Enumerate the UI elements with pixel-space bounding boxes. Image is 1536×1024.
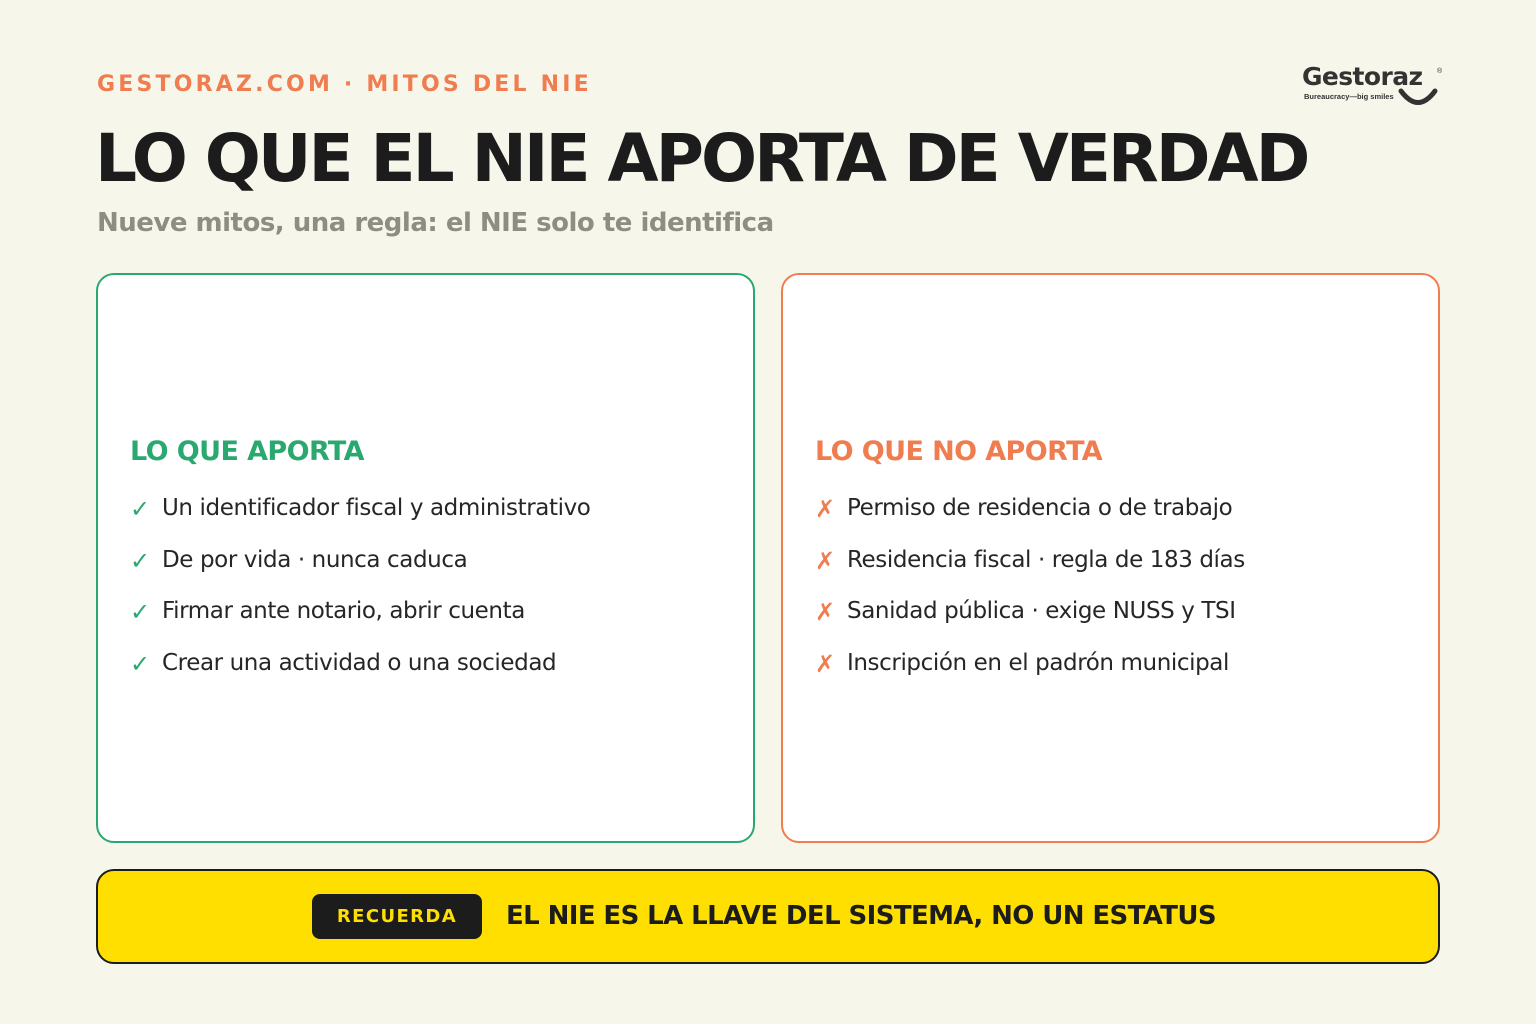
list-item-text: Firmar ante notario, abrir cuenta: [162, 598, 525, 624]
aporta-card: [96, 273, 755, 843]
cross-icon: ✗: [815, 649, 835, 678]
logo-tagline: Bureaucracy—big smiles: [1304, 92, 1394, 101]
reminder-banner: [96, 869, 1440, 964]
aporta-heading: LO QUE APORTA: [130, 436, 364, 467]
aporta-list: [130, 495, 590, 701]
list-item-text: De por vida · nunca caduca: [162, 546, 468, 573]
list-item-text: Crear una actividad o una sociedad: [162, 649, 557, 676]
list-item-text: Inscripción en el padrón municipal: [847, 649, 1229, 676]
list-item: [815, 547, 1245, 599]
logo-wordmark: Gestoraz: [1302, 62, 1423, 91]
list-item-text: Sanidad pública · exige NUSS y TSI: [847, 598, 1236, 624]
list-item: [130, 598, 590, 650]
check-icon: ✓: [130, 495, 150, 523]
list-item-text: Permiso de residencia o de trabajo: [847, 495, 1233, 521]
brand-logo[interactable]: [1302, 62, 1442, 108]
list-item: [130, 650, 590, 702]
list-item-text: Residencia fiscal · regla de 183 días: [847, 546, 1245, 573]
list-item: [815, 650, 1245, 702]
list-item: [130, 547, 590, 599]
cross-icon: ✗: [815, 598, 835, 626]
no-aporta-heading: LO QUE NO APORTA: [815, 436, 1103, 467]
check-icon: ✓: [130, 546, 150, 575]
logo-registered-mark: ®: [1437, 68, 1443, 75]
cross-icon: ✗: [815, 546, 835, 575]
list-item: [815, 598, 1245, 650]
check-icon: ✓: [130, 649, 150, 678]
list-item: [815, 495, 1245, 547]
eyebrow-label: GESTORAZ.COM · MITOS DEL NIE: [97, 72, 592, 97]
list-item-text: Un identificador fiscal y administrativo: [162, 495, 591, 521]
reminder-badge: RECUERDA: [312, 894, 482, 939]
page-subtitle: Nueve mitos, una regla: el NIE solo te identifica: [97, 208, 774, 238]
no-aporta-card: [781, 273, 1440, 843]
check-icon: ✓: [130, 598, 150, 626]
smile-icon: [1398, 88, 1438, 108]
no-aporta-list: [815, 495, 1245, 701]
cross-icon: ✗: [815, 495, 835, 523]
page-title: LO QUE EL NIE APORTA DE VERDAD: [95, 120, 1308, 197]
reminder-text: EL NIE ES LA LLAVE DEL SISTEMA, NO UN ESTATUS: [506, 901, 1217, 931]
list-item: [130, 495, 590, 547]
